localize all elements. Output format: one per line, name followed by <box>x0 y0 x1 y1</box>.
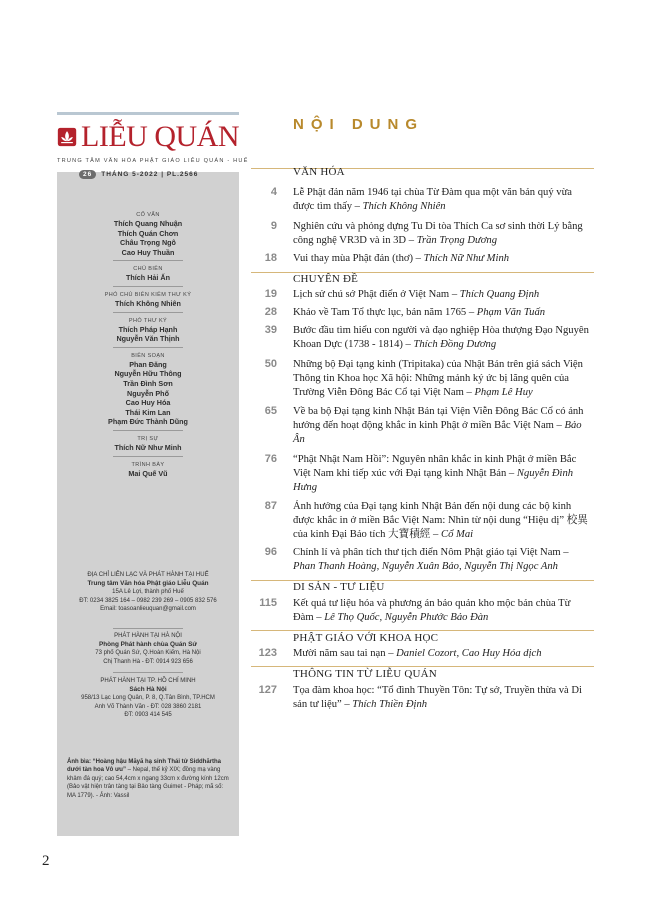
credit-label: CỐ VẤN <box>136 212 160 218</box>
toc-entry-text <box>293 597 593 625</box>
toc-entry-title: Lịch sử chú sớ Phật điển ở Việt Nam – <box>293 289 460 300</box>
credit-pho-thu-ky <box>57 317 239 344</box>
toc-entry-author: Thích Nữ Như Minh <box>423 253 510 264</box>
credit-pho-chu-bien <box>57 291 239 309</box>
section-heading: VĂN HÓA <box>293 166 345 178</box>
toc-entry[interactable] <box>251 220 594 248</box>
toc-entry-title: Kết quả tư liệu hóa và phương án bảo quản kho mộc bản chùa Từ Đàm – <box>293 598 571 623</box>
contact-line: ĐT: 0903 414 545 <box>124 712 172 719</box>
toc-entry-title: Bước đầu tìm hiểu con người và đạo nghiệp Hòa thượng Đạo Nguyên Khoan Dực (1738 - 1814) – <box>293 325 589 350</box>
toc-page-number: 65 <box>264 405 277 417</box>
toc-entry-text <box>293 453 593 494</box>
contact-line: ĐT: 0234 3825 164 – 0982 239 269 – 0905 832 576 <box>79 597 217 604</box>
toc-page-number: 76 <box>264 453 277 465</box>
credit-name: Thích Hải Ấn <box>126 273 170 283</box>
credit-name: Nguyễn Phố <box>127 388 169 398</box>
credit-tri-su <box>57 435 239 453</box>
toc-entry-author: Phan Thanh Hoàng, Nguyễn Xuân Bảo, Nguyễn Thị Ngọc Anh <box>293 560 558 572</box>
divider <box>113 312 183 313</box>
toc-entry-text <box>293 405 593 446</box>
issue-info <box>79 170 198 179</box>
credits-list <box>57 211 239 478</box>
credit-name: Châu Trọng Ngô <box>120 238 176 248</box>
divider <box>113 430 183 431</box>
toc-entry-text <box>293 684 593 712</box>
toc-entry[interactable] <box>251 546 594 574</box>
credit-label: PHÓ THƯ KÝ <box>128 317 168 324</box>
toc-page-number: 96 <box>264 546 277 558</box>
toc-entry-title: Lễ Phật đản năm 1946 tại chùa Từ Đàm qua một văn bản quý vừa được tìm thấy – <box>293 187 573 212</box>
lotus-logo-icon <box>57 125 77 149</box>
divider <box>113 628 183 629</box>
toc-entry-title: Những bộ Đại tạng kinh (Tripitaka) của Nhật Bản trên giá sách Viện Thông tin Khoa học Xã hội: Những mảnh ký ức bị lãng quên của Trường Viễn Đông Bác Cổ tại Việt Nam – <box>293 359 583 398</box>
credit-name: Mai Quế Vũ <box>128 468 168 478</box>
contact-name: Sách Hà Nội <box>129 685 167 693</box>
toc-entry[interactable] <box>251 500 594 541</box>
section-rule <box>251 666 594 667</box>
credit-co-van <box>57 211 239 257</box>
contact-label: PHÁT HÀNH TẠI HÀ NỘI <box>114 633 182 639</box>
toc-entry[interactable] <box>251 453 594 494</box>
toc-entry-title: Mười năm sau tai nạn – <box>293 648 397 659</box>
contact-line: 73 phố Quán Sứ, Q.Hoàn Kiếm, Hà Nội <box>95 650 201 657</box>
contact-line: Email: toasoanlieuquan@gmail.com <box>100 606 196 613</box>
toc-entry-text <box>293 647 593 661</box>
section-heading: CHUYÊN ĐỀ <box>293 273 359 285</box>
toc-entry[interactable] <box>251 186 594 214</box>
toc-entry[interactable] <box>251 252 594 266</box>
toc-entry[interactable] <box>251 358 594 399</box>
credit-name: Cao Huy Thuần <box>121 247 175 257</box>
credit-label: BIÊN SOẠN <box>131 352 165 359</box>
credit-chu-bien <box>57 265 239 283</box>
masthead-top-rule <box>57 112 239 115</box>
divider <box>113 286 183 287</box>
toc-entry-author: Phạm Văn Tuấn <box>476 307 546 318</box>
toc-page-number: 9 <box>270 220 277 232</box>
contact-name: Trung tâm Văn hóa Phật giáo Liễu Quán <box>87 579 209 587</box>
contact-line: Anh Võ Thành Văn - ĐT: 028 3860 2181 <box>94 703 202 710</box>
credit-name: Thích Không Nhiên <box>115 298 181 308</box>
credit-label: TRỊ SỰ <box>137 435 159 442</box>
toc-page-number: 127 <box>258 684 277 696</box>
credit-name: Phạm Đức Thành Dũng <box>108 417 188 427</box>
credit-trinh-bay <box>57 461 239 479</box>
toc-page-number: 18 <box>264 252 277 264</box>
section-heading: PHẬT GIÁO VỚI KHOA HỌC <box>293 632 439 644</box>
toc-entry-author: Lê Thọ Quốc, Nguyễn Phước Bảo Đàn <box>324 611 489 623</box>
toc-entry-title: Khảo về Tam Tổ thực lục, bản năm 1765 – <box>293 307 477 318</box>
toc-entry-title: Ảnh hưởng của Đại tạng kinh Nhật Bản đến nội dung các bộ kinh được khắc in ở miền Bắc Việt Nam: Nhìn từ nội dung “Hiệu dị” 校異 của kinh Đại Bảo tích 大寶積經 – <box>293 501 588 540</box>
toc-entry-author: Trần Trọng Dương <box>416 234 498 246</box>
toc-entry[interactable] <box>251 306 594 320</box>
credit-name: Thích Quang Nhuận <box>113 219 183 228</box>
toc-entry-author: Daniel Cozort, Cao Huy Hóa dịch <box>396 648 542 659</box>
toc-page-number: 115 <box>259 597 277 609</box>
toc-page-number: 123 <box>258 647 277 659</box>
credit-name: Trần Đình Sơn <box>123 378 173 388</box>
toc-entry-text <box>293 252 593 266</box>
toc-entry-title: Chỉnh lí và phân tích thư tịch điển Nôm Phật giáo tại Việt Nam – <box>293 547 569 558</box>
toc-page-number: 87 <box>264 500 277 512</box>
toc-entry-text <box>293 306 593 320</box>
divider <box>113 672 183 673</box>
toc-entry-text <box>293 288 593 302</box>
divider <box>113 347 183 348</box>
cover-caption-details: – Nepal, thế kỷ XIX; đồng mạ vàng khảm đá quý; cao 54,4cm x ngang 33cm x đường kính 12cm (Bảo vật hiện trân tàng tại Bảo tàng Guimet - Pháp; mã số: MA 1779). - Ảnh: Vassil <box>67 767 229 799</box>
toc-entry-title: Nghiên cứu và phỏng dựng Tu Di tòa Thích Ca sơ sinh thời Lý bằng công nghệ VR3D và in 3D – <box>293 221 583 246</box>
contact-divider-wrap <box>57 669 239 677</box>
toc-entry-title: “Phật Nhật Nam Hồi”: Nguyên nhân khắc in kinh Phật ở miền Bắc Việt Nam khi tiếp xúc với Đại tạng kinh Nhật Bản – <box>293 454 577 479</box>
toc-entry[interactable] <box>251 684 594 712</box>
section-heading: THÔNG TIN TỪ LIỄU QUÁN <box>293 668 437 680</box>
toc-entry-author: Thích Đồng Dương <box>413 338 497 350</box>
section-rule <box>251 630 594 631</box>
toc-entry-text <box>293 546 593 574</box>
credit-name: Phan Đăng <box>129 359 167 369</box>
contact-ha-noi <box>57 632 239 666</box>
toc-entry-author: Thích Không Nhiên <box>362 200 446 212</box>
credit-name: Thái Kim Lan <box>125 407 171 417</box>
toc-page-number: 4 <box>270 186 277 198</box>
toc-entry-text <box>293 186 593 214</box>
credit-label: PHÓ CHỦ BIÊN KIÊM THƯ KÝ <box>104 291 192 298</box>
toc-page-number: 19 <box>264 288 277 300</box>
logo-text: LIỄU QUÁN <box>81 120 239 153</box>
issue-date: THÁNG 5-2022 | PL.2566 <box>101 171 199 178</box>
toc-entry[interactable] <box>251 405 594 446</box>
masthead <box>57 112 249 178</box>
divider <box>113 260 183 261</box>
contact-label: ĐỊA CHỈ LIÊN LẠC VÀ PHÁT HÀNH TẠI HUẾ <box>87 572 209 578</box>
toc-entry[interactable] <box>251 288 594 302</box>
toc-entry-author: Cổ Mai <box>441 528 474 540</box>
credit-name: Nguyễn Hữu Thông <box>114 369 182 379</box>
contact-line: 15A Lê Lợi, thành phố Huế <box>112 589 184 596</box>
toc-entry[interactable] <box>251 647 594 661</box>
cover-caption-title: Ảnh bìa: “Hoàng hậu Māyā hạ sinh Thái tử Siddhārtha dưới tàn hoa Vô ưu” <box>67 759 222 774</box>
toc-title: NỘI DUNG <box>293 116 424 133</box>
contact-line: 958/13 Lạc Long Quân, P. 8, Q.Tân Bình, TP.HCM <box>81 695 215 702</box>
toc-entry-author: Phạm Lê Huy <box>474 386 533 398</box>
toc-page-number: 39 <box>264 324 277 336</box>
logo <box>57 119 239 155</box>
credit-name: Cao Huy Hóa <box>125 398 171 408</box>
contact-line: Chị Thanh Hà - ĐT: 0914 923 656 <box>103 658 193 665</box>
toc-entry-author: Bảo Ân <box>293 419 582 445</box>
section-heading: DI SẢN - TƯ LIỆU <box>293 581 385 593</box>
credit-label: TRÌNH BÀY <box>131 461 165 468</box>
tagline: TRUNG TÂM VĂN HÓA PHẬT GIÁO LIỄU QUÁN - HUẾ <box>57 158 249 164</box>
credit-name: Thích Pháp Hạnh <box>118 324 178 334</box>
toc-entry-author: Thích Quang Định <box>459 289 540 300</box>
contact-hcm <box>57 677 239 720</box>
toc-page-number: 28 <box>264 306 277 318</box>
toc-entry-title: Về ba bộ Đại tạng kinh Nhật Bản tại Viện Viễn Đông Bác Cổ có ảnh hưởng đến hoạt động khắc in kinh Phật ở miền Bắc Việt Nam – <box>293 406 584 431</box>
toc-entry[interactable] <box>251 324 594 352</box>
cover-caption <box>57 758 239 800</box>
page-number: 2 <box>42 853 50 869</box>
divider <box>113 456 183 457</box>
credit-bien-soan <box>57 352 239 427</box>
toc-entry-text <box>293 358 593 399</box>
credit-label: CHỦ BIÊN <box>133 266 163 273</box>
credit-name: Thích Nữ Như Minh <box>114 442 182 452</box>
toc-entry-author: Thích Thiền Định <box>352 698 428 710</box>
issue-number-badge: 26 <box>79 170 96 179</box>
contact-label: PHÁT HÀNH TẠI TP. HỒ CHÍ MINH <box>100 678 196 684</box>
toc-entry-text <box>293 220 593 248</box>
toc-entry-title: Tọa đàm khoa học: “Tổ đình Thuyền Tôn: Tự sở, Truyền thừa và Di sản tư liệu” – <box>293 685 582 710</box>
toc-entry-text <box>293 500 593 541</box>
toc-page-number: 50 <box>264 358 277 370</box>
toc-entry[interactable] <box>251 597 594 625</box>
toc-entry-title: Vui thay mùa Phật đản (thơ) – <box>293 253 424 264</box>
toc-entry-text <box>293 324 593 352</box>
credit-name: Thích Quán Chơn <box>117 228 179 238</box>
credit-name: Nguyễn Văn Thịnh <box>116 334 180 344</box>
contact-hue <box>57 571 239 614</box>
contact-name: Phòng Phát hành chùa Quán Sứ <box>98 640 197 648</box>
toc-entry-author: Nguyễn Đình Hưng <box>293 467 574 493</box>
